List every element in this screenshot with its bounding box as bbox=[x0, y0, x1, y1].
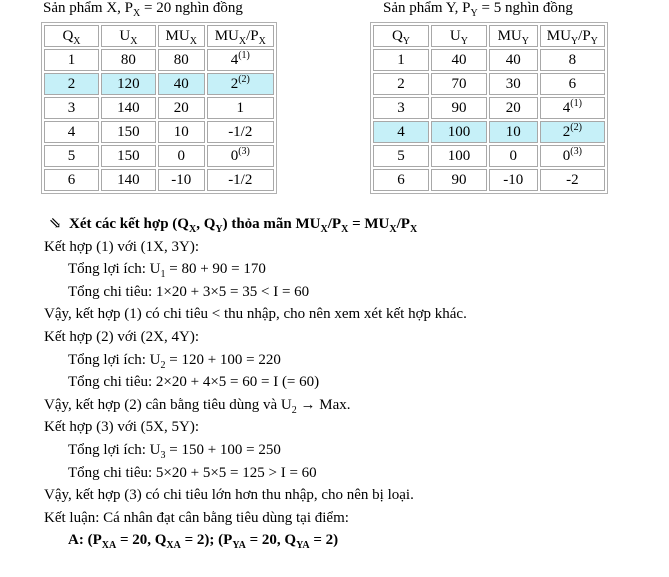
y-table-cell: 0 bbox=[489, 145, 538, 167]
y-table-cell: 6 bbox=[373, 169, 429, 191]
y-column-header: $Q_Y$ bbox=[373, 25, 429, 47]
x-table-cell: 0$^{(3)}$ bbox=[207, 145, 274, 167]
y-table-row bbox=[373, 97, 605, 119]
y-table-cell: 70 bbox=[431, 73, 487, 95]
y-table-cell: 2 bbox=[373, 73, 429, 95]
combo-2-conclusion: Vậy, kết hợp (2) cân bằng tiêu dùng và $U_2$ → Max. bbox=[44, 396, 351, 416]
x-table-cell: 150 bbox=[101, 145, 156, 167]
y-table-cell: 1 bbox=[373, 49, 429, 71]
x-table-cell: 140 bbox=[101, 169, 156, 191]
combo-2-spending: Tổng chi tiêu: 2×20 + 4×5 = 60 = I (= 60) bbox=[68, 374, 320, 391]
x-table-row bbox=[44, 97, 274, 119]
combo-1-utility: Tổng lợi ích: $U_1 = 80 + 90 = 170$ bbox=[68, 261, 266, 281]
y-table-cell: 100 bbox=[431, 145, 487, 167]
x-table-cell: 80 bbox=[101, 49, 156, 71]
y-table-cell: -10 bbox=[489, 169, 538, 191]
x-table-row bbox=[44, 73, 274, 95]
y-table-cell: 3 bbox=[373, 97, 429, 119]
x-table-cell: 0 bbox=[158, 145, 205, 167]
y-header-row bbox=[373, 25, 605, 47]
combo-1-spending: Tổng chi tiêu: 1×20 + 3×5 = 35 < I = 60 bbox=[68, 283, 310, 300]
section-heading: ⇘ Xét các kết hợp ($Q_X$, $Q_Y$) thỏa mãn $MU_X/P_X = MU_X/P_X$ bbox=[44, 213, 467, 236]
x-table-cell: 120 bbox=[101, 73, 156, 95]
x-table-row bbox=[44, 121, 274, 143]
combo-3-label: Kết hợp (3) với (5X, 5Y): bbox=[44, 419, 200, 436]
y-column-header: $MU_Y$ bbox=[489, 25, 538, 47]
y-table-cell: 10 bbox=[489, 121, 538, 143]
x-table-row bbox=[44, 49, 274, 71]
x-table-cell: 10 bbox=[158, 121, 205, 143]
y-table-cell: 40 bbox=[489, 49, 538, 71]
x-table-cell: 1 bbox=[44, 49, 99, 71]
x-table-row bbox=[44, 145, 274, 167]
y-column-header: $MU_Y/P_Y$ bbox=[540, 25, 605, 47]
x-header-row bbox=[44, 25, 274, 47]
product-x-table bbox=[41, 22, 277, 194]
combo-3-spending: Tổng chi tiêu: 5×20 + 5×5 = 125 > I = 60 bbox=[68, 464, 317, 481]
x-table-cell: 80 bbox=[158, 49, 205, 71]
y-table-cell: 90 bbox=[431, 169, 487, 191]
y-table-cell: 30 bbox=[489, 73, 538, 95]
y-table-cell: 6 bbox=[540, 73, 605, 95]
y-table-cell: 40 bbox=[431, 49, 487, 71]
final-conclusion: Kết luận: Cá nhân đạt cân bằng tiêu dùng tại điểm: bbox=[44, 509, 349, 526]
x-table-cell: 40 bbox=[158, 73, 205, 95]
y-table-cell: 4$^{(1)}$ bbox=[540, 97, 605, 119]
x-table-cell: 4 bbox=[44, 121, 99, 143]
left-table-caption: Sản phẩm X, $P_X = 20$ nghìn đồng bbox=[43, 0, 243, 19]
y-table-cell: 4 bbox=[373, 121, 429, 143]
x-table-row bbox=[44, 169, 274, 191]
x-table-cell: 5 bbox=[44, 145, 99, 167]
y-table-cell: 2$^{(2)}$ bbox=[540, 121, 605, 143]
y-table-row bbox=[373, 73, 605, 95]
analysis-text bbox=[44, 213, 467, 552]
y-table-cell: 100 bbox=[431, 121, 487, 143]
combo-1-label: Kết hợp (1) với (1X, 3Y): bbox=[44, 238, 200, 255]
x-table-cell: 2$^{(2)}$ bbox=[207, 73, 274, 95]
x-table-cell: -1/2 bbox=[207, 121, 274, 143]
x-table-cell: 2 bbox=[44, 73, 99, 95]
combo-3-utility: Tổng lợi ích: $U_3 = 150 + 100 = 250$ bbox=[68, 441, 281, 461]
x-column-header: $MU_X/P_X$ bbox=[207, 25, 274, 47]
combo-3-conclusion: Vậy, kết hợp (3) có chi tiêu lớn hơn thu nhập, cho nên bị loại. bbox=[44, 487, 414, 504]
x-table-cell: 6 bbox=[44, 169, 99, 191]
y-table-cell: 8 bbox=[540, 49, 605, 71]
pointing-arrow-icon: ⇘ bbox=[49, 216, 62, 232]
x-column-header: $U_X$ bbox=[101, 25, 156, 47]
y-table-row bbox=[373, 145, 605, 167]
y-table-cell: 20 bbox=[489, 97, 538, 119]
x-table-cell: 140 bbox=[101, 97, 156, 119]
combo-2-label: Kết hợp (2) với (2X, 4Y): bbox=[44, 328, 200, 345]
y-table-cell: 90 bbox=[431, 97, 487, 119]
x-table-cell: 20 bbox=[158, 97, 205, 119]
x-column-header: $Q_X$ bbox=[44, 25, 99, 47]
combo-1-conclusion: Vậy, kết hợp (1) có chi tiêu < thu nhập, cho nên xem xét kết hợp khác. bbox=[44, 306, 467, 323]
x-column-header: $MU_X$ bbox=[158, 25, 205, 47]
right-table-caption: Sản phẩm Y, $P_Y = 5$ nghìn đồng bbox=[383, 0, 573, 19]
x-table-cell: -1/2 bbox=[207, 169, 274, 191]
x-table-cell: 150 bbox=[101, 121, 156, 143]
y-table-cell: 0$^{(3)}$ bbox=[540, 145, 605, 167]
x-table-cell: 1 bbox=[207, 97, 274, 119]
combo-2-utility: Tổng lợi ích: $U_2 = 120 + 100 = 220$ bbox=[68, 351, 281, 371]
product-y-table bbox=[370, 22, 608, 194]
y-table-row bbox=[373, 169, 605, 191]
y-table-cell: 5 bbox=[373, 145, 429, 167]
x-table-cell: 4$^{(1)}$ bbox=[207, 49, 274, 71]
x-table-cell: -10 bbox=[158, 169, 205, 191]
y-table-row bbox=[373, 49, 605, 71]
x-table-cell: 3 bbox=[44, 97, 99, 119]
y-table-row bbox=[373, 121, 605, 143]
equilibrium-point: A: ($P_{XA} = 20$, $Q_{XA} = 2$); ($P_{YA} = 20$, $Q_{YA} = 2$) bbox=[68, 532, 339, 552]
y-column-header: $U_Y$ bbox=[431, 25, 487, 47]
y-table-cell: -2 bbox=[540, 169, 605, 191]
